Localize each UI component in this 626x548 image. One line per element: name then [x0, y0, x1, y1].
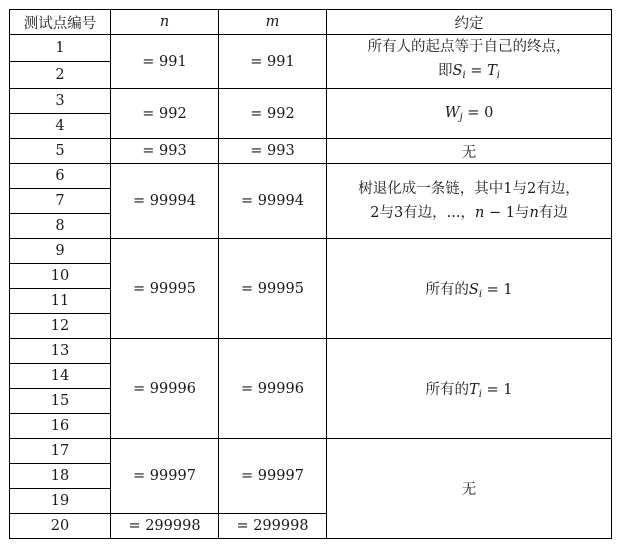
note-text: = 1 — [481, 381, 513, 398]
note-cell — [327, 339, 612, 439]
var-w: W — [444, 104, 460, 121]
row-id: 10 — [10, 264, 111, 289]
note-text: = 0 — [462, 104, 494, 121]
note-line — [327, 59, 611, 88]
row-id: 7 — [10, 189, 111, 214]
m-value: = 299998 — [219, 514, 327, 539]
table-row — [10, 89, 612, 114]
note-text: − 1与 — [484, 205, 530, 221]
note-text: 即 — [438, 63, 453, 79]
n-value: = 99997 — [111, 439, 219, 514]
var-t: T — [487, 63, 497, 79]
row-id: 17 — [10, 439, 111, 464]
row-id: 18 — [10, 464, 111, 489]
note-cell — [327, 164, 612, 239]
header-note: 约定 — [327, 10, 612, 35]
header-m: m — [219, 10, 327, 35]
table-row — [10, 339, 612, 364]
row-id: 12 — [10, 314, 111, 339]
note-cell — [327, 89, 612, 139]
table-row — [10, 439, 612, 464]
n-value: = 99996 — [111, 339, 219, 439]
header-row — [10, 10, 612, 35]
note-cell — [327, 239, 612, 339]
m-value: = 99997 — [219, 439, 327, 514]
sub-j: j — [459, 111, 463, 123]
row-id: 6 — [10, 164, 111, 189]
m-value: = 99995 — [219, 239, 327, 339]
row-id: 14 — [10, 364, 111, 389]
row-id: 8 — [10, 214, 111, 239]
n-value: = 993 — [111, 139, 219, 164]
var-t: T — [469, 381, 479, 398]
var-n: n — [475, 205, 485, 221]
note-text: 所有的 — [425, 381, 470, 398]
table-row — [10, 139, 612, 164]
sub-i: i — [478, 288, 483, 300]
row-id: 13 — [10, 339, 111, 364]
m-value: = 99994 — [219, 164, 327, 239]
table-row — [10, 35, 612, 62]
var-n: n — [529, 205, 539, 221]
table-row — [10, 239, 612, 264]
var-s: S — [452, 63, 463, 79]
note-line: 树退化成一条链，其中1与2有边， — [358, 181, 580, 197]
header-n: n — [111, 10, 219, 35]
header-id: 测试点编号 — [10, 10, 111, 35]
m-value: = 99996 — [219, 339, 327, 439]
row-id: 2 — [10, 62, 111, 89]
note-text: 所有的 — [425, 281, 469, 298]
table-row — [10, 164, 612, 189]
sub-i: i — [462, 70, 466, 81]
n-value: = 99994 — [111, 164, 219, 239]
n-value: = 992 — [111, 89, 219, 139]
note-eq: = — [465, 63, 488, 79]
var-s: S — [468, 281, 479, 298]
note-cell: 无 — [327, 139, 612, 164]
n-value: = 299998 — [111, 514, 219, 539]
row-id: 19 — [10, 489, 111, 514]
n-value: = 99995 — [111, 239, 219, 339]
m-value: = 992 — [219, 89, 327, 139]
row-id: 16 — [10, 414, 111, 439]
note-line: 所有人的起点等于自己的终点， — [367, 39, 571, 55]
n-value: = 991 — [111, 35, 219, 89]
note-cell — [327, 35, 612, 89]
note-line — [327, 201, 611, 225]
sub-i: i — [478, 388, 482, 400]
sub-i: i — [496, 70, 500, 81]
row-id: 5 — [10, 139, 111, 164]
row-id: 20 — [10, 514, 111, 539]
row-id: 11 — [10, 289, 111, 314]
row-id: 9 — [10, 239, 111, 264]
m-value: = 993 — [219, 139, 327, 164]
note-cell: 无 — [327, 439, 612, 539]
row-id: 4 — [10, 114, 111, 139]
note-text: 有边 — [538, 205, 568, 221]
m-value: = 991 — [219, 35, 327, 89]
note-text: = 1 — [482, 281, 513, 298]
test-case-table — [9, 9, 612, 539]
note-text: 2与3有边，...， — [370, 205, 475, 221]
row-id: 1 — [10, 35, 111, 62]
row-id: 3 — [10, 89, 111, 114]
row-id: 15 — [10, 389, 111, 414]
